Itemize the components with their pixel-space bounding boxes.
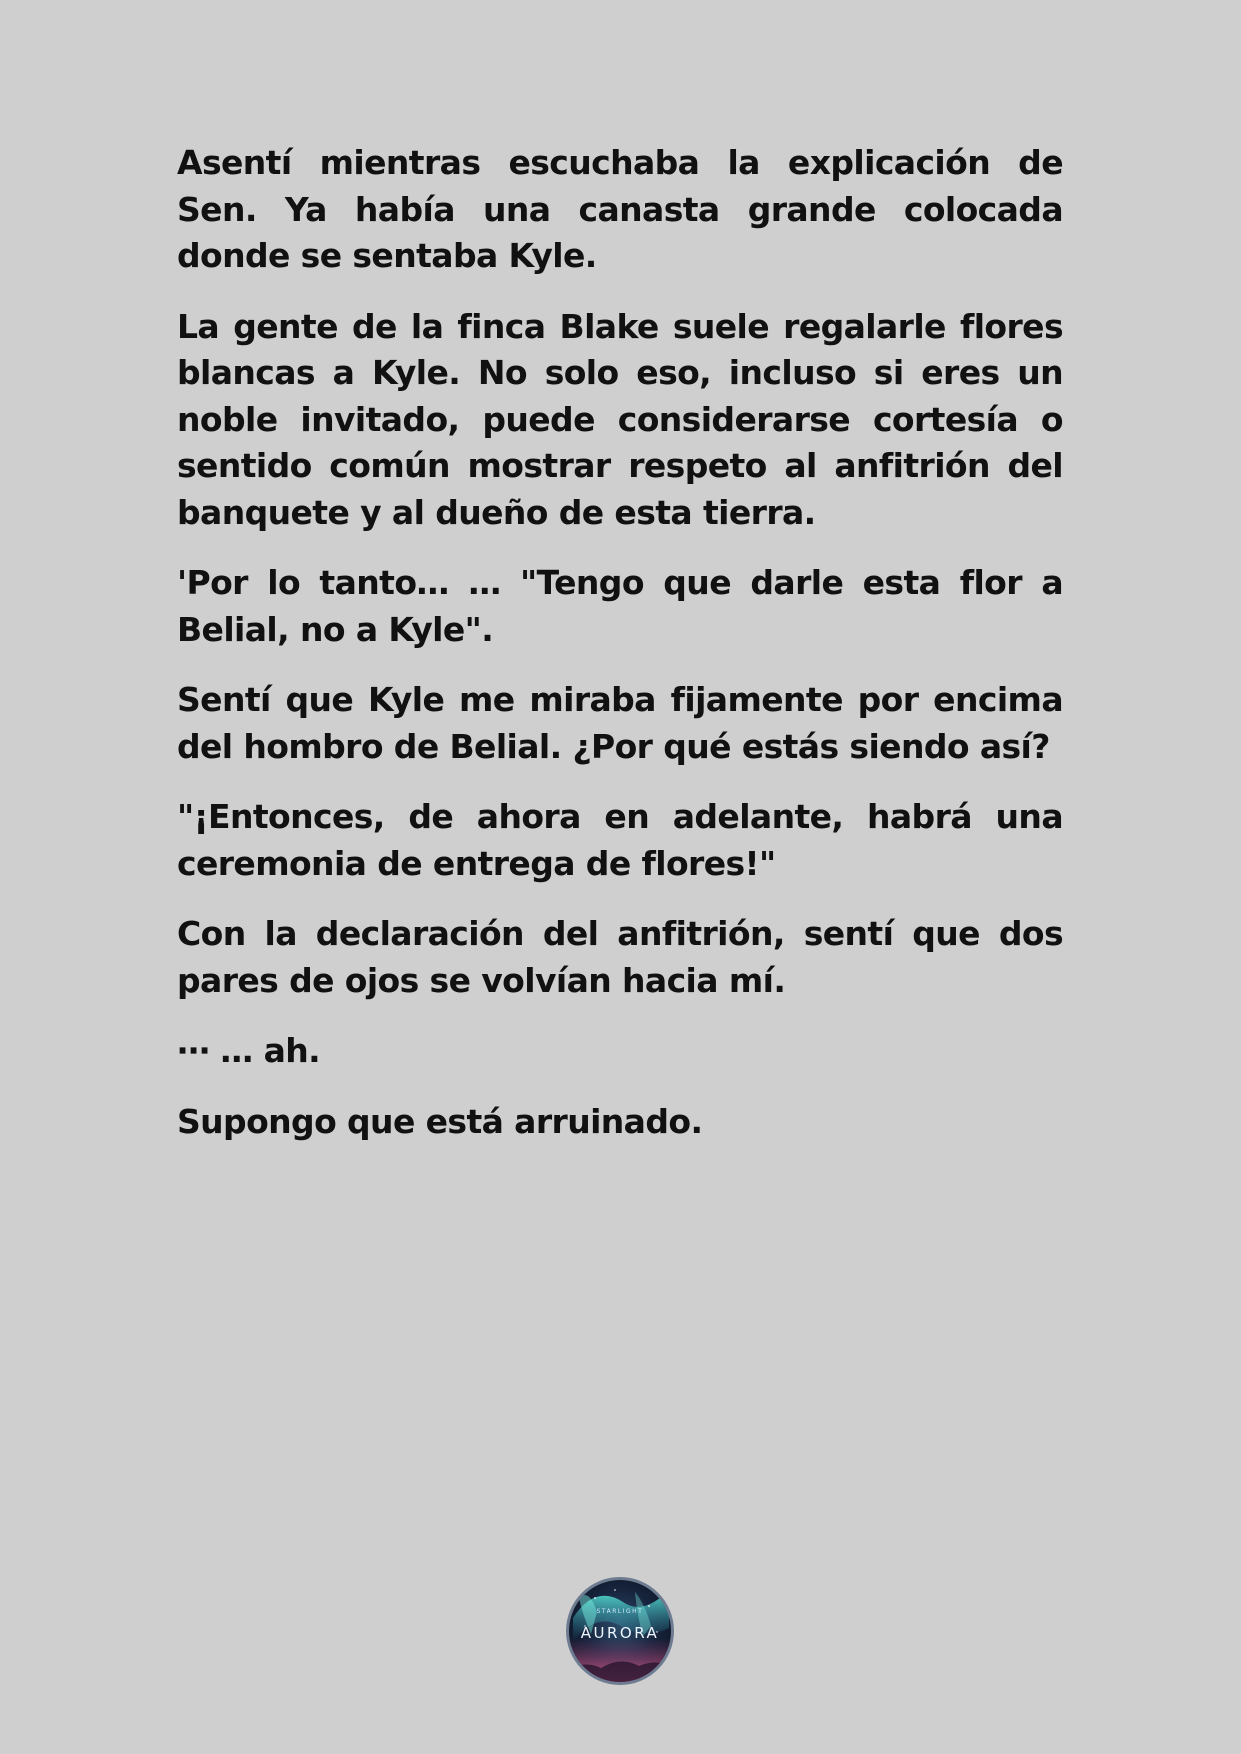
logo-top-text: STARLIGHT — [596, 1608, 644, 1615]
star — [594, 1597, 596, 1599]
paragraph: Supongo que está arruinado. — [177, 1101, 703, 1141]
logo-main-text: AURORA — [580, 1624, 660, 1642]
paragraph: "¡Entonces, de ahora en adelante, habrá una ceremonia de entrega de flores!" — [177, 797, 1063, 883]
paragraph: Sentí que Kyle me miraba fijamente por encima del hombro de Belial. ¿Por qué estás siendo así? — [177, 680, 1063, 766]
paragraph: La gente de la finca Blake suele regalarle flores blancas a Kyle. No solo eso, incluso si eres un noble invitado, puede considerarse cortesía o sentido común mostrar respeto al anfitrión del banquete y al dueño de esta tierra. — [177, 306, 1063, 532]
logo-graphic — [565, 1576, 675, 1686]
paragraph: ⋯ … ah. — [177, 1031, 321, 1070]
star — [614, 1589, 616, 1591]
page-body — [177, 140, 1063, 1169]
paragraph: 'Por lo tanto… … "Tengo que darle esta flor a Belial, no a Kyle". — [177, 563, 1063, 649]
star — [648, 1605, 650, 1607]
paragraph: Asentí mientras escuchaba la explicación de Sen. Ya había una canasta grande colocada donde se sentaba Kyle. — [177, 143, 1063, 275]
paragraph: Con la declaración del anfitrión, sentí que dos pares de ojos se volvían hacia mí. — [177, 914, 1063, 1000]
aurora-logo-icon — [565, 1576, 675, 1686]
